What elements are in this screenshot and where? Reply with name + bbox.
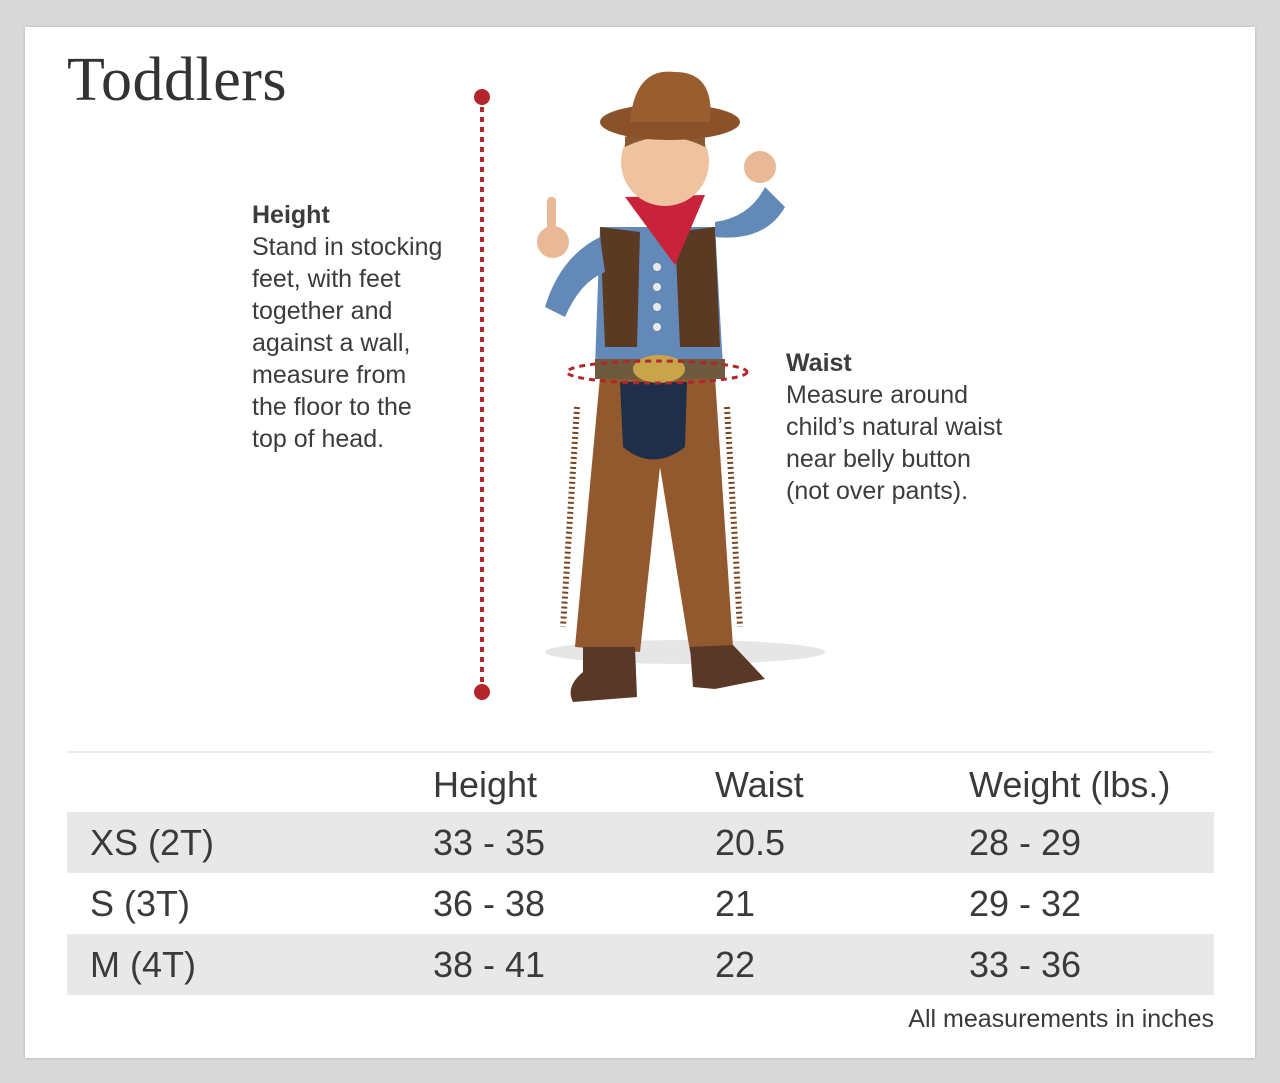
column-header-waist: Waist [715,752,969,812]
size-chart-card [25,27,1255,1058]
height-line: top of head. [252,425,385,453]
table-row [67,873,1214,934]
measurement-footnote: All measurements in inches [908,1005,1214,1033]
size-cell: M (4T) [90,943,196,985]
weight-cell: 28 - 29 [969,821,1082,863]
height-cell: 33 - 35 [433,821,546,863]
height-cell: 38 - 41 [433,943,546,985]
height-measure-line [474,89,490,700]
column-header [67,752,433,812]
size-table [67,751,1214,995]
height-line: against a wall, [252,329,411,357]
toddler-cowboy-figure [465,47,865,737]
waist-line: (not over pants). [786,477,969,505]
waist-line: Measure around [786,381,969,409]
height-instructions [252,199,442,455]
weight-cell: 29 - 32 [969,882,1082,924]
height-cell: 36 - 38 [433,882,546,924]
table-row [67,812,1214,873]
waist-cell: 21 [715,882,756,924]
weight-cell: 33 - 36 [969,943,1082,985]
height-line: measure from [252,361,407,389]
height-line: together and [252,297,393,325]
height-line: Stand in stocking [252,233,443,261]
size-cell: S (3T) [90,882,191,924]
page-title: Toddlers [67,46,288,114]
height-heading: Height [252,201,330,229]
waist-cell: 22 [715,943,756,985]
column-header-weight: Weight (lbs.) [969,752,1214,812]
table-header-row [67,752,1214,812]
waist-cell: 20.5 [715,821,786,863]
size-cell: XS (2T) [90,821,215,863]
table-row [67,934,1214,995]
column-header-height: Height [433,752,715,812]
waist-line: child’s natural waist [786,413,1003,441]
waist-line: near belly button [786,445,971,473]
waist-heading: Waist [786,349,852,377]
height-line: feet, with feet [252,265,401,293]
height-line: the floor to the [252,393,412,421]
